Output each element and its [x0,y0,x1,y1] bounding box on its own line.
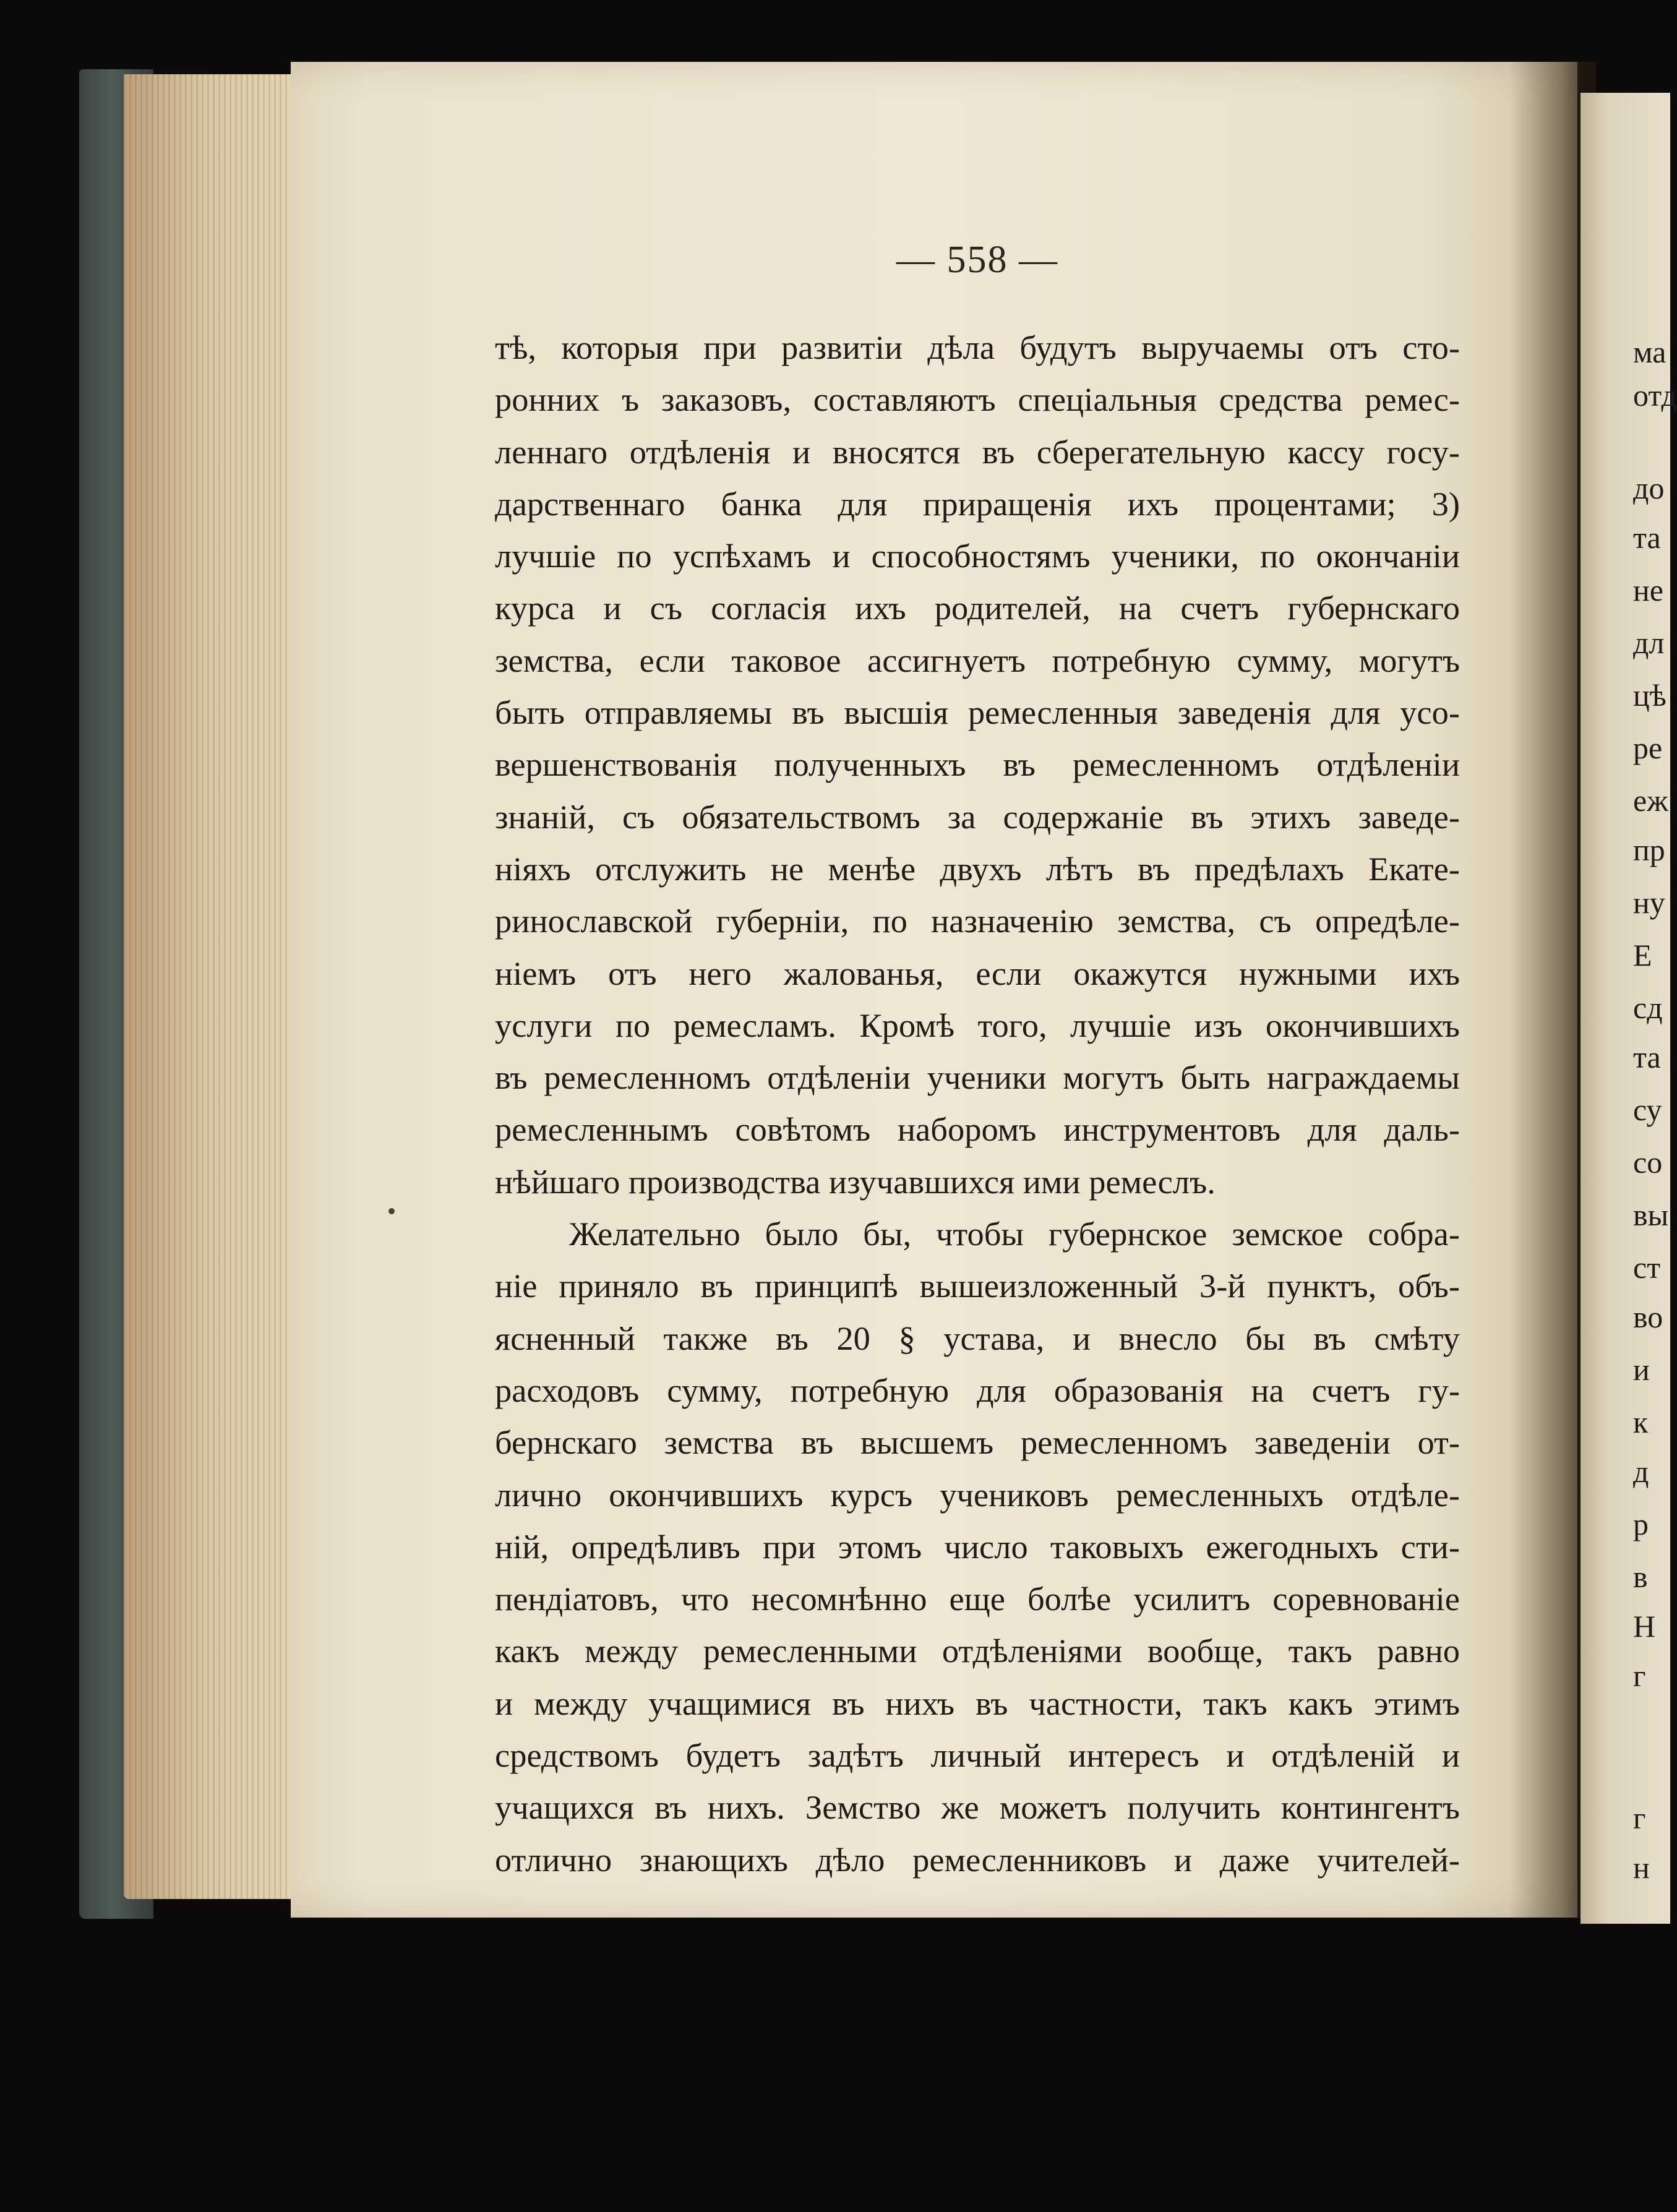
right-page-fragment: д [1633,1454,1649,1489]
right-page-fragment: в [1633,1559,1648,1594]
page-number: — 558 — [896,239,1058,281]
right-page-fragment: Е [1633,938,1652,972]
text-line: ній, опредѣливъ при этомъ число таковыхъ ежегодныхъ сти- [495,1527,1460,1566]
right-page-fragment: сд [1633,990,1663,1025]
text-line: средствомъ будетъ задѣтъ личный интересъ и отдѣленій и [495,1736,1460,1775]
right-page-fragment: не [1633,573,1663,607]
body-text [495,322,1460,1886]
text-line: въ ремесленномъ отдѣленіи ученики могутъ быть награждаемы [495,1058,1460,1097]
text-line: ринославской губерніи, по назначенію земства, съ опредѣле- [495,902,1460,940]
text-line: быть отправляемы въ высшія ремесленныя заведенія для усо- [495,693,1460,732]
ink-speck [388,1208,395,1214]
right-page-fragment: до [1633,471,1665,505]
text-line: отлично знающихъ дѣло ремесленниковъ и даже учителей- [495,1840,1460,1879]
right-page-fragment: к [1633,1405,1649,1439]
paragraph-start-line: Желательно было бы, чтобы губернское земское собра- [569,1215,1460,1253]
right-page-fragment: та [1633,1040,1661,1074]
text-line: пендіатовъ, что несомнѣнно еще болѣе усилитъ соревнованіе [495,1580,1460,1618]
right-page-fragment: Н [1633,1609,1656,1644]
text-line: тѣ, которыя при развитіи дѣла будутъ выручаемы отъ сто- [495,328,1460,366]
right-page-fragment: р [1633,1507,1649,1541]
text-line: ніяхъ отслужить не менѣе двухъ лѣтъ въ предѣлахъ Екате- [495,849,1460,888]
right-page-fragment: ма [1633,335,1666,369]
text-line: вершенствованія полученныхъ въ ремесленномъ отдѣленіи [495,745,1460,784]
text-line: ронних ъ заказовъ, составляютъ спеціальныя средства ремес- [495,380,1460,419]
right-page-fragment: г [1633,1801,1646,1835]
text-line: услуги по ремесламъ. Кромѣ того, лучшіе изъ окончившихъ [495,1006,1460,1044]
right-page-fragment: со [1633,1145,1663,1180]
right-page-fragment: еж [1633,783,1668,818]
text-line: и между учащимися въ нихъ въ частности, такъ какъ этимъ [495,1684,1460,1722]
text-line: ніемъ отъ него жалованья, если окажутся нужными ихъ [495,954,1460,992]
text-line: дарственнаго банка для приращенія ихъ процентами; 3) [495,484,1460,523]
right-page-fragment: ну [1633,885,1665,920]
text-line: ніе приняло въ принципѣ вышеизложенный 3-й пунктъ, объ- [495,1267,1460,1305]
text-line: курса и съ согласія ихъ родителей, на счетъ губернскаго [495,589,1460,627]
right-page-fragment: су [1633,1092,1662,1127]
right-page-fragment: г [1633,1658,1646,1693]
right-page-fragment: вы [1633,1198,1669,1232]
right-page-fragment: во [1633,1300,1663,1334]
text-line: лучшіе по успѣхамъ и способностямъ ученики, по окончаніи [495,537,1460,575]
right-page-fragment: ст [1633,1250,1661,1285]
right-page-text-fragments [1633,334,1677,1942]
right-page-fragment: ре [1633,731,1663,765]
text-line: земства, если таковое ассигнуетъ потребную сумму, могутъ [495,641,1460,679]
right-page-fragment: пр [1633,833,1665,867]
text-line: ремесленнымъ совѣтомъ наборомъ инструментовъ для даль- [495,1110,1460,1149]
text-line: знаній, съ обязательствомъ за содержаніе въ этихъ заведе- [495,797,1460,836]
text-line: какъ между ремесленными отдѣленіями вообще, такъ равно [495,1632,1460,1670]
text-line: лично окончившихъ курсъ учениковъ ремесленныхъ отдѣле- [495,1475,1460,1514]
right-page-fragment: и [1633,1352,1650,1387]
text-line: леннаго отдѣленія и вносятся въ сберегательную кассу госу- [495,432,1460,471]
right-page-fragment: цѣ [1633,678,1666,713]
text-line: нѣйшаго производства изучавшихся ими ремеслъ. [495,1162,1216,1201]
right-page-fragment: та [1633,520,1661,555]
text-line: ясненный также въ 20 § устава, и внесло бы въ смѣту [495,1319,1460,1357]
right-page-fragment: н [1633,1850,1650,1885]
text-line: бернскаго земства въ высшемъ ремесленномъ заведеніи от- [495,1423,1460,1462]
right-page-fragment: отд [1633,378,1677,413]
right-page-fragment: дл [1633,625,1665,660]
text-line: расходовъ сумму, потребную для образованія на счетъ гу- [495,1371,1460,1409]
text-line: учащихся въ нихъ. Земство же можетъ получить контингентъ [495,1788,1460,1827]
